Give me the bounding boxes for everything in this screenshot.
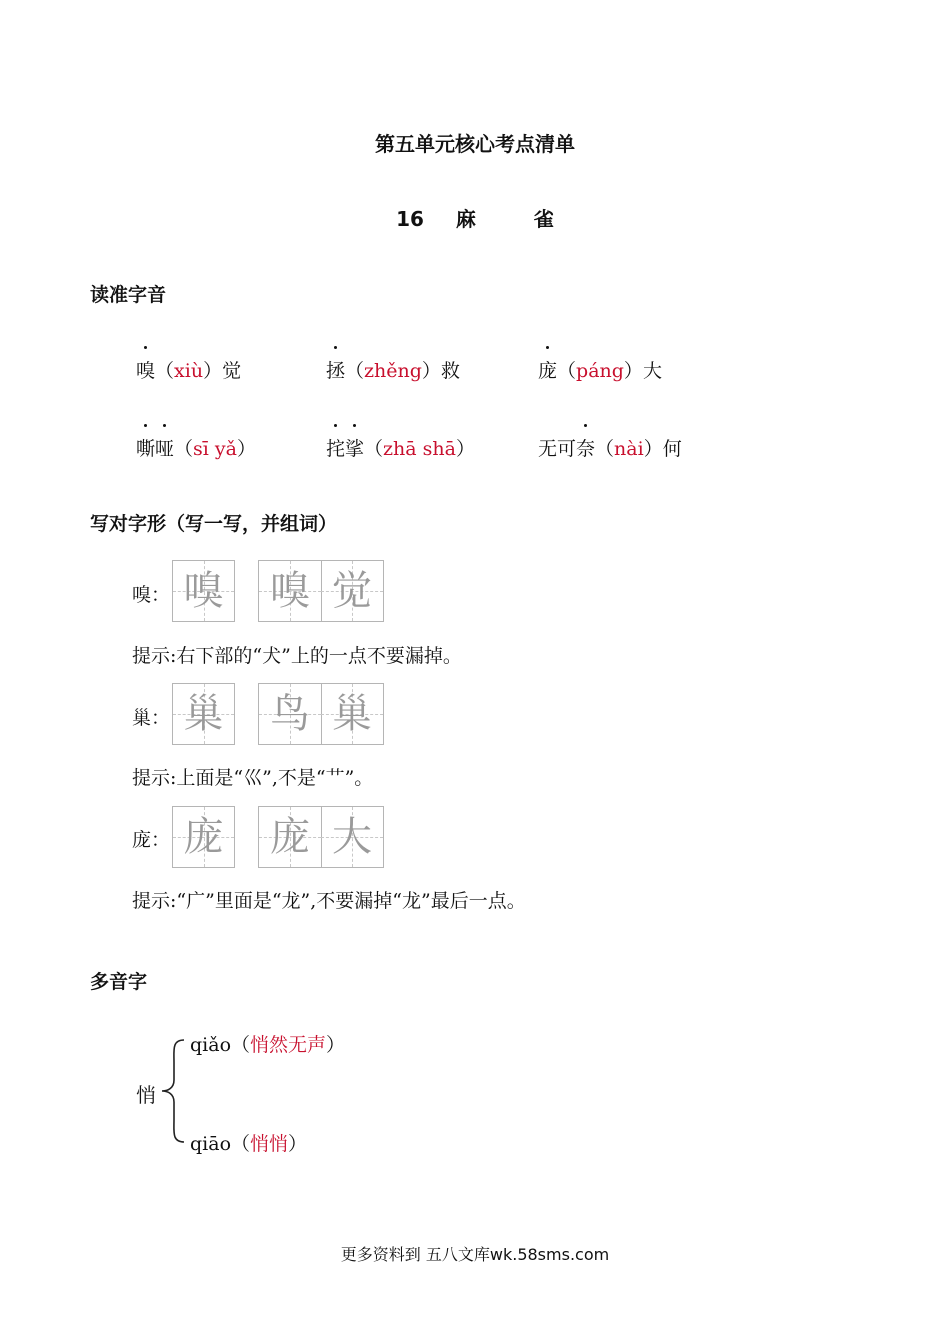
pinyin-item: 挓挲（zhā shā） — [326, 434, 475, 461]
lesson-title — [0, 203, 950, 232]
char-label: 庞： — [132, 829, 171, 851]
char-label: 巢： — [132, 707, 171, 729]
pinyin-item: 拯（zhěng）救 — [326, 356, 460, 383]
polyphone-reading: qiǎo（悄然无声） — [190, 1034, 346, 1056]
practice-grid: 巢 — [172, 683, 235, 745]
section-heading-writing: 写对字形（写一写，并组词） — [90, 513, 338, 535]
tip-text: 提示:“广”里面是“龙”,不要漏掉“龙”最后一点。 — [132, 890, 526, 912]
lesson-char-2: 雀 — [533, 207, 554, 231]
tip-text: 提示:上面是“巛”,不是“艹”。 — [132, 767, 374, 789]
pinyin-item: 嗅（xiù）觉 — [136, 356, 241, 383]
practice-grid: 庞 — [172, 806, 235, 868]
practice-grid-word: 嗅 觉 — [258, 560, 384, 622]
lesson-char-1: 麻 — [455, 207, 476, 231]
section-heading-polyphone: 多音字 — [90, 971, 148, 993]
lesson-number: 16 — [396, 207, 424, 231]
pinyin-item: 无可奈（nài）何 — [538, 434, 682, 461]
brace-icon — [158, 1036, 188, 1146]
practice-grid-word: 庞 大 — [258, 806, 384, 868]
section-heading-pronunciation: 读准字音 — [90, 284, 167, 306]
practice-grid: 嗅 — [172, 560, 235, 622]
polyphone-char: 悄 — [136, 1083, 156, 1107]
polyphone-reading: qiāo（悄悄） — [190, 1133, 308, 1155]
pinyin-item: 嘶哑（sī yǎ） — [136, 434, 256, 461]
practice-grid-word: 鸟 巢 — [258, 683, 384, 745]
char-label: 嗅： — [132, 584, 171, 606]
page-title: 第五单元核心考点清单 — [375, 132, 575, 156]
footer-link[interactable]: 更多资料到 五八文库wk.58sms.com — [340, 1245, 610, 1264]
pinyin-item: 庞（páng）大 — [538, 356, 662, 383]
tip-text: 提示:右下部的“犬”上的一点不要漏掉。 — [132, 645, 462, 667]
